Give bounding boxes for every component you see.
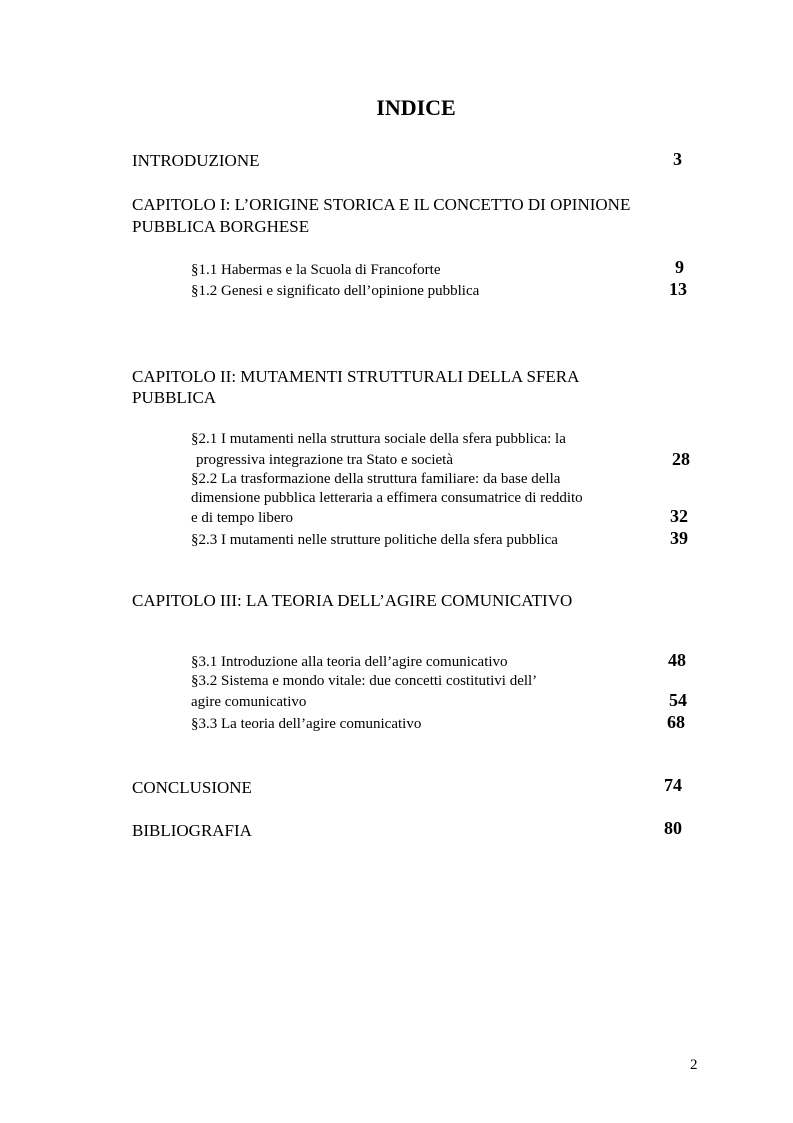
section-2-3-page: 39 (670, 528, 688, 548)
toc-page-conclusion: 74 (664, 775, 682, 795)
toc-page-bibliography: 80 (664, 818, 682, 838)
page-title: INDICE (376, 95, 456, 120)
section-2-1-page: 28 (672, 449, 690, 469)
chapter-3-title: CAPITOLO III: LA TEORIA DELL’AGIRE COMUNICATIVO (132, 591, 573, 610)
toc-entry-bibliography: BIBLIOGRAFIA (132, 821, 252, 840)
section-1-1: §1.1 Habermas e la Scuola di Francoforte (191, 262, 441, 278)
section-2-2-line-2: dimensione pubblica letteraria a effimera consumatrice di reddito (191, 490, 583, 506)
section-2-2-line-3: e di tempo libero (191, 510, 294, 526)
toc-entry-introduction: INTRODUZIONE (132, 151, 260, 170)
section-2-3: §2.3 I mutamenti nelle strutture politiche della sfera pubblica (191, 532, 558, 548)
section-3-1: §3.1 Introduzione alla teoria dell’agire comunicativo (191, 654, 508, 670)
section-1-2: §1.2 Genesi e significato dell’opinione pubblica (191, 283, 480, 299)
section-3-2-line-1: §3.2 Sistema e mondo vitale: due concetti costitutivi dell’ (191, 673, 538, 689)
section-2-1-line-2: progressiva integrazione tra Stato e società (196, 452, 453, 468)
chapter-1-title-line-1: CAPITOLO I: L’ORIGINE STORICA E IL CONCETTO DI OPINIONE (132, 195, 631, 214)
section-3-3-page: 68 (667, 712, 685, 732)
page-number: 2 (690, 1057, 698, 1073)
section-2-2-line-1: §2.2 La trasformazione della struttura familiare: da base della (191, 471, 561, 487)
section-3-1-page: 48 (668, 650, 686, 670)
chapter-1-title-line-2: PUBBLICA BORGHESE (132, 217, 310, 236)
section-3-2-page: 54 (669, 690, 687, 710)
toc-page-introduction: 3 (673, 149, 682, 169)
section-3-3: §3.3 La teoria dell’agire comunicativo (191, 716, 422, 732)
section-3-2-line-2: agire comunicativo (191, 694, 307, 710)
section-1-1-page: 9 (675, 257, 684, 277)
section-1-2-page: 13 (669, 279, 687, 299)
toc-entry-conclusion: CONCLUSIONE (132, 778, 252, 797)
chapter-2-title-line-1: CAPITOLO II: MUTAMENTI STRUTTURALI DELLA SFERA (132, 367, 580, 386)
section-2-2-page: 32 (670, 506, 688, 526)
chapter-2-title-line-2: PUBBLICA (132, 388, 217, 407)
section-2-1-line-1: §2.1 I mutamenti nella struttura sociale della sfera pubblica: la (191, 431, 566, 447)
